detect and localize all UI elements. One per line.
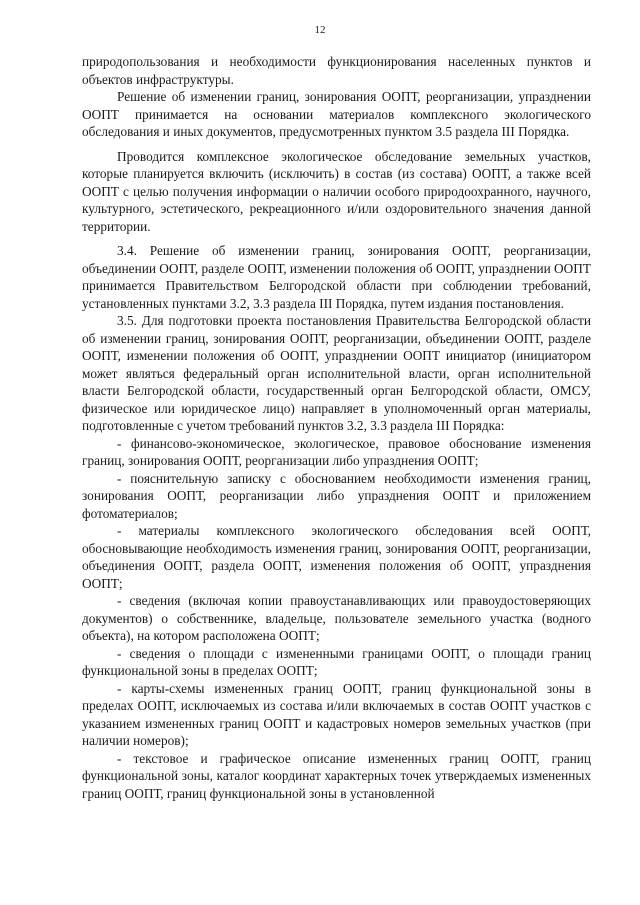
list-item: - сведения (включая копии правоустанавливающих или правоудостоверяющих документов) о собственнике, владельце, пользователе земельного участка (водного объекта), на котором расположена ООПТ; [82, 593, 591, 643]
page-number: 12 [314, 24, 326, 36]
list-item: - пояснительную записку с обоснованием необходимости изменения границ, зонирования ООПТ, реорганизации либо упразднения ООПТ и приложением фотоматериалов; [82, 470, 591, 521]
list-item: - карты-схемы измененных границ ООПТ, границ функциональной зоны в пределах ООПТ, исключаемых из состава и/или включаемых в состав ООПТ участков с указанием измененных границ ООПТ и кадастровых номеров земельных участков (при наличии номеров); [82, 680, 591, 748]
document-body [82, 53, 591, 802]
paragraph-survey: Проводится комплексное экологическое обследование земельных участков, которые планируется включить (исключить) в состав (из состава) ООПТ, а также всей ООПТ с целью получения информации о наличии особого природоохранного, научного, культурного, эстетического, рекреационного и/или оздоровительного значения данной территории. [82, 148, 591, 234]
paragraph-clause-3-4: 3.4. Решение об изменении границ, зонирования ООПТ, реорганизации, объединении ООПТ, разделе ООПТ, изменении положения об ООПТ, упразднении ООПТ принимается Правительством Белгородской области при соблюдении требований, установленных пунктами 3.2, 3.3 раздела III Порядка, путем издания постановления. [82, 243, 591, 311]
list-item: - сведения о площади с измененными границами ООПТ, о площади границ функциональной зоны в пределах ООПТ; [82, 645, 591, 678]
list-item: - материалы комплексного экологического обследования всей ООПТ, обосновывающие необходимость изменения границ, зонирования ООПТ, реорганизации, объединения ООПТ, раздела ООПТ, изменения положения об ООПТ, упразднения ООПТ; [82, 523, 591, 591]
list-item: - финансово-экономическое, экологическое, правовое обоснование изменения границ, зонирования ООПТ, реорганизации либо упразднения ООПТ; [82, 435, 591, 468]
paragraph-continuation: природопользования и необходимости функционирования населенных пунктов и объектов инфраструктуры. [82, 54, 591, 87]
list-item: - текстовое и графическое описание измененных границ ООПТ, границ функциональной зоны, каталог координат характерных точек утверждаемых измененных границ ООПТ, границ функциональной зоны в установленной [82, 750, 591, 801]
paragraph-clause-3-5: 3.5. Для подготовки проекта постановления Правительства Белгородской области об изменении границ, зонирования ООПТ, реорганизации, объединении ООПТ, разделе ООПТ, изменении положения об ООПТ, упразднении ООПТ инициатор (инициатором может являться федеральный орган исполнительной власти, орган исполнительной власти Белгородской области, государственный орган Белгородской области, ОМСУ, физическое или юридическое лицо) направляет в уполномоченный орган материалы, подготовленные с учетом требований пунктов 3.2, 3.3 раздела III Порядка: [82, 313, 591, 433]
paragraph-decision-basis: Решение об изменении границ, зонирования ООПТ, реорганизации, упразднении ООПТ принимается на основании материалов комплексного экологического обследования и иных документов, предусмотренных пунктом 3.5 раздела III Порядка. [82, 89, 591, 139]
